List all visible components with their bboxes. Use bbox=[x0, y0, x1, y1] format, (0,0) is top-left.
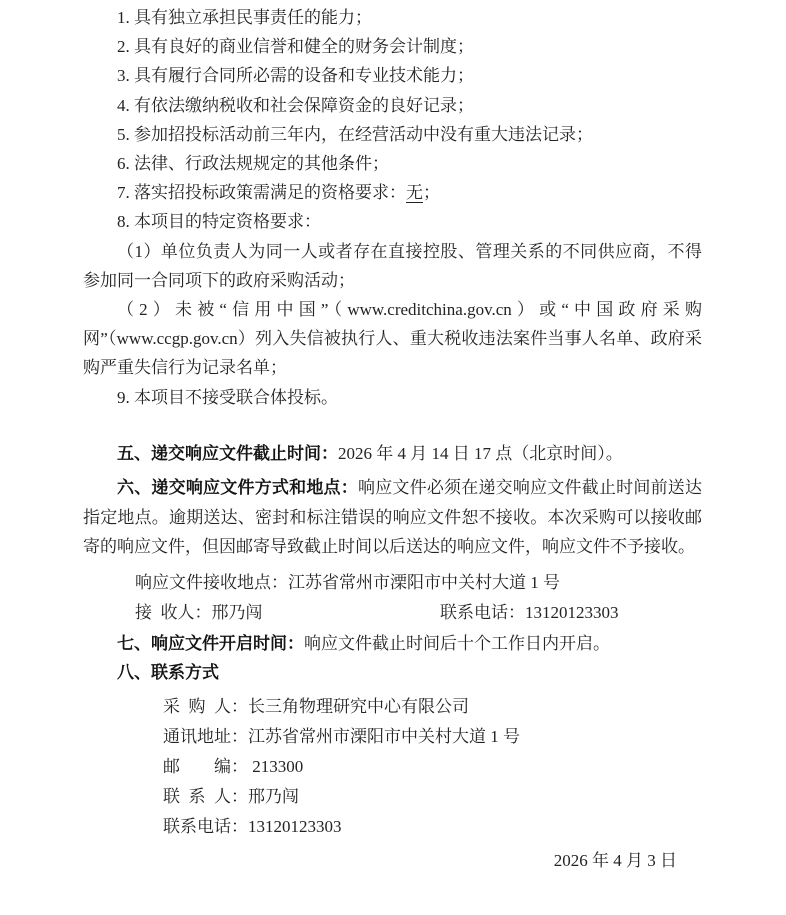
receiver-info bbox=[135, 598, 440, 628]
special-requirement-2: （2）未被“信用中国”（www.creditchina.gov.cn）或“中国政府采购网”（www.ccgp.gov.cn）列入失信被执行人、重大税收违法案件当事人名单、政府采购严重失信行为记录名单； bbox=[83, 300, 702, 378]
section-6-submission bbox=[83, 473, 702, 562]
item-7-prefix: 7. 落实招投标政策需满足的资格要求： bbox=[117, 183, 406, 203]
section-7-heading: 七、响应文件开启时间： bbox=[117, 633, 304, 653]
section-8-heading: 八、联系方式 bbox=[117, 662, 219, 682]
receiver-line bbox=[83, 598, 702, 628]
purchaser-label: 采 购 人： bbox=[163, 696, 248, 716]
qualification-item-8: 8. 本项目的特定资格要求： bbox=[117, 212, 321, 232]
section-5-heading: 五、递交响应文件截止时间： bbox=[117, 443, 338, 463]
section-6-text: 响应文件必须在递交响应文件截止时间前送达指定地点。逾期送达、密封和标注错误的响应文件恕不接收。本次采购可以接收邮寄的响应文件，但因邮寄导致截止时间以后送达的响应文件，响应文件不予接收。 bbox=[83, 478, 703, 557]
document-date: 2026 年 4 月 3 日 bbox=[553, 850, 677, 870]
receiver-phone-number: 13120123303 bbox=[525, 602, 619, 622]
qualification-item-2: 2. 具有良好的商业信誉和健全的财务会计制度； bbox=[117, 37, 474, 57]
receive-location-line: 响应文件接收地点：江苏省常州市溧阳市中关村大道 1 号 bbox=[135, 572, 560, 592]
address-label: 通讯地址： bbox=[163, 726, 248, 746]
qualification-item-4: 4. 有依法缴纳税收和社会保障资金的良好记录； bbox=[117, 95, 474, 115]
qualification-item-3: 3. 具有履行合同所必需的设备和专业技术能力； bbox=[117, 66, 474, 86]
item-7-none-value: 无 bbox=[406, 183, 423, 203]
contact-row-contact-person bbox=[83, 782, 702, 812]
contact-person-value: 邢乃闯 bbox=[248, 786, 299, 806]
qualification-item-6: 6. 法律、行政法规规定的其他条件； bbox=[117, 154, 389, 174]
section-5-deadline bbox=[83, 439, 702, 468]
qualification-item-5: 5. 参加招投标活动前三年内，在经营活动中没有重大违法记录； bbox=[117, 124, 593, 144]
section-7-text: 响应文件截止时间后十个工作日内开启。 bbox=[304, 633, 610, 653]
contact-row-zipcode bbox=[83, 752, 702, 782]
receiver-phone-info bbox=[440, 603, 619, 622]
receiver-label: 接 收人： bbox=[135, 602, 212, 622]
contact-person-label: 联 系 人： bbox=[163, 786, 248, 806]
section-7-opening bbox=[83, 629, 702, 658]
receiver-phone-label: 联系电话： bbox=[440, 602, 525, 622]
section-5-text: 2026 年 4 月 14 日 17 点（北京时间）。 bbox=[338, 443, 623, 463]
address-value: 江苏省常州市溧阳市中关村大道 1 号 bbox=[248, 726, 520, 746]
item-7-suffix: ； bbox=[423, 183, 440, 203]
contact-row-purchaser bbox=[83, 692, 702, 722]
zipcode-value: 213300 bbox=[248, 756, 304, 776]
receiver-name: 邢乃闯 bbox=[211, 602, 263, 622]
contact-phone-label: 联系电话： bbox=[163, 816, 248, 836]
special-requirement-1: （1）单位负责人为同一人或者存在直接控股、管理关系的不同供应商，不得参加同一合同项下的政府采购活动； bbox=[83, 241, 702, 290]
qualification-item-1: 1. 具有独立承担民事责任的能力； bbox=[117, 8, 372, 27]
contact-phone-value: 13120123303 bbox=[248, 816, 342, 836]
qualification-item-9: 9. 本项目不接受联合体投标。 bbox=[117, 387, 338, 407]
contact-block bbox=[83, 692, 702, 842]
contact-row-phone bbox=[83, 812, 702, 842]
section-6-heading: 六、递交响应文件方式和地点： bbox=[117, 478, 358, 498]
contact-row-address bbox=[83, 722, 702, 752]
purchaser-value: 长三角物理研究中心有限公司 bbox=[248, 696, 469, 716]
zipcode-label: 邮 编： bbox=[163, 756, 248, 776]
qualification-item-7 bbox=[83, 178, 702, 207]
